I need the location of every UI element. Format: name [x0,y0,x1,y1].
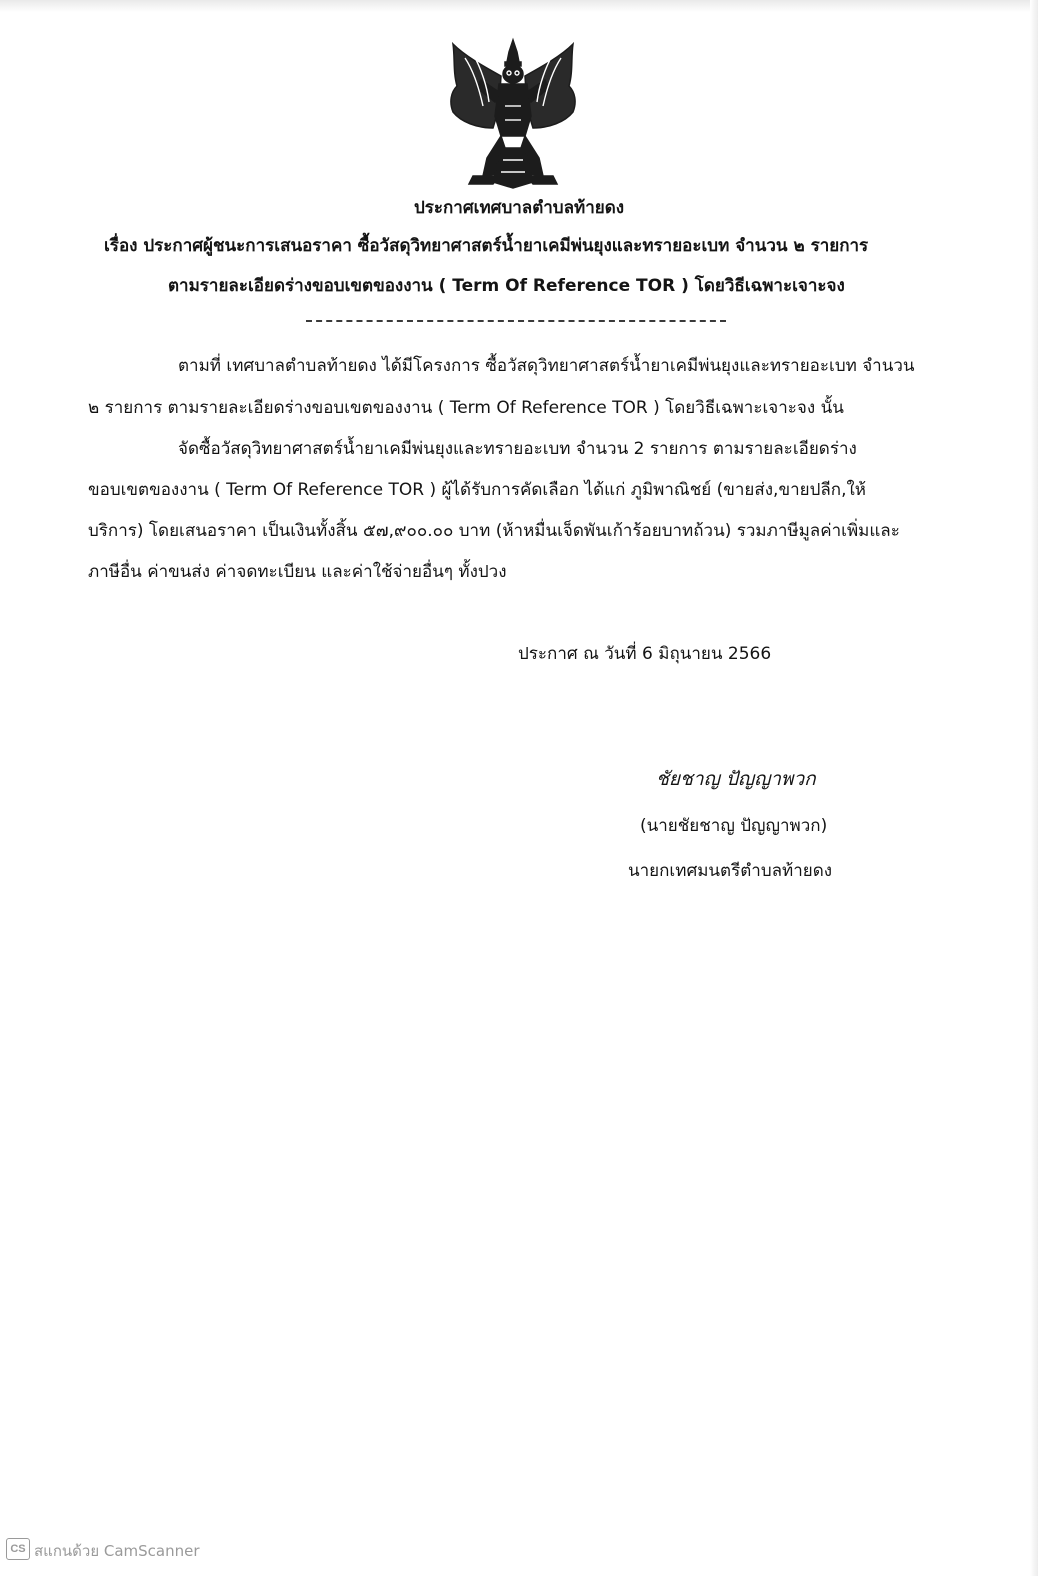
subject-line-2: ตามรายละเอียดร่างขอบเขตของงาน ( Term Of Reference TOR ) โดยวิธีเฉพาะเจาะจง [168,276,845,296]
paragraph-2-line-1: จัดซื้อวัสดุวิทยาศาสตร์น้ำยาเคมีพ่นยุงและทรายอะเบท จำนวน 2 รายการ ตามรายละเอียดร่าง [178,439,857,459]
camscanner-watermark: สแกนด้วย CamScanner [34,1542,200,1560]
header-divider [306,320,726,322]
signer-name: (นายชัยชาญ ปัญญาพวก) [640,816,828,836]
subject-line-1: เรื่อง ประกาศผู้ชนะการเสนอราคา ซื้อวัสดุวิทยาศาสตร์น้ำยาเคมีพ่นยุงและทรายอะเบท จำนวน ๒ รายการ [104,236,869,256]
paragraph-2-line-4: ภาษีอื่น ค่าขนส่ง ค่าจดทะเบียน และค่าใช้จ่ายอื่นๆ ทั้งปวง [88,562,507,582]
paragraph-2-line-2: ขอบเขตของงาน ( Term Of Reference TOR ) ผู้ได้รับการคัดเลือก ได้แก่ ภูมิพาณิชย์ (ขายส่ง,ขายปลีก,ให้ [88,480,866,500]
garuda-emblem-icon [443,36,583,192]
scan-edge-top [0,0,1038,12]
paragraph-1-line-1: ตามที่ เทศบาลตำบลท้ายดง ได้มีโครงการ ซื้อวัสดุวิทยาศาสตร์น้ำยาเคมีพ่นยุงและทรายอะเบท จำนวน [178,356,915,376]
document-title: ประกาศเทศบาลตำบลท้ายดง [413,198,625,218]
paragraph-2-line-3: บริการ) โดยเสนอราคา เป็นเงินทั้งสิ้น ๕๗,๙๐๐.๐๐ บาท (ห้าหมื่นเจ็ดพันเก้าร้อยบาทถ้วน) รวมภาษีมูลค่าเพิ่มและ [88,521,900,541]
camscanner-logo-icon: CS [6,1538,30,1560]
announce-date: ประกาศ ณ วันที่ 6 มิถุนายน 2566 [518,644,772,664]
signature: ชัยชาญ ปัญญาพวก [656,768,816,790]
signer-position: นายกเทศมนตรีตำบลท้ายดง [628,861,833,881]
paragraph-1-line-2: ๒ รายการ ตามรายละเอียดร่างขอบเขตของงาน ( Term Of Reference TOR ) โดยวิธีเฉพาะเจาะจง นั้น [88,398,844,418]
scan-edge-right [1030,0,1038,1576]
